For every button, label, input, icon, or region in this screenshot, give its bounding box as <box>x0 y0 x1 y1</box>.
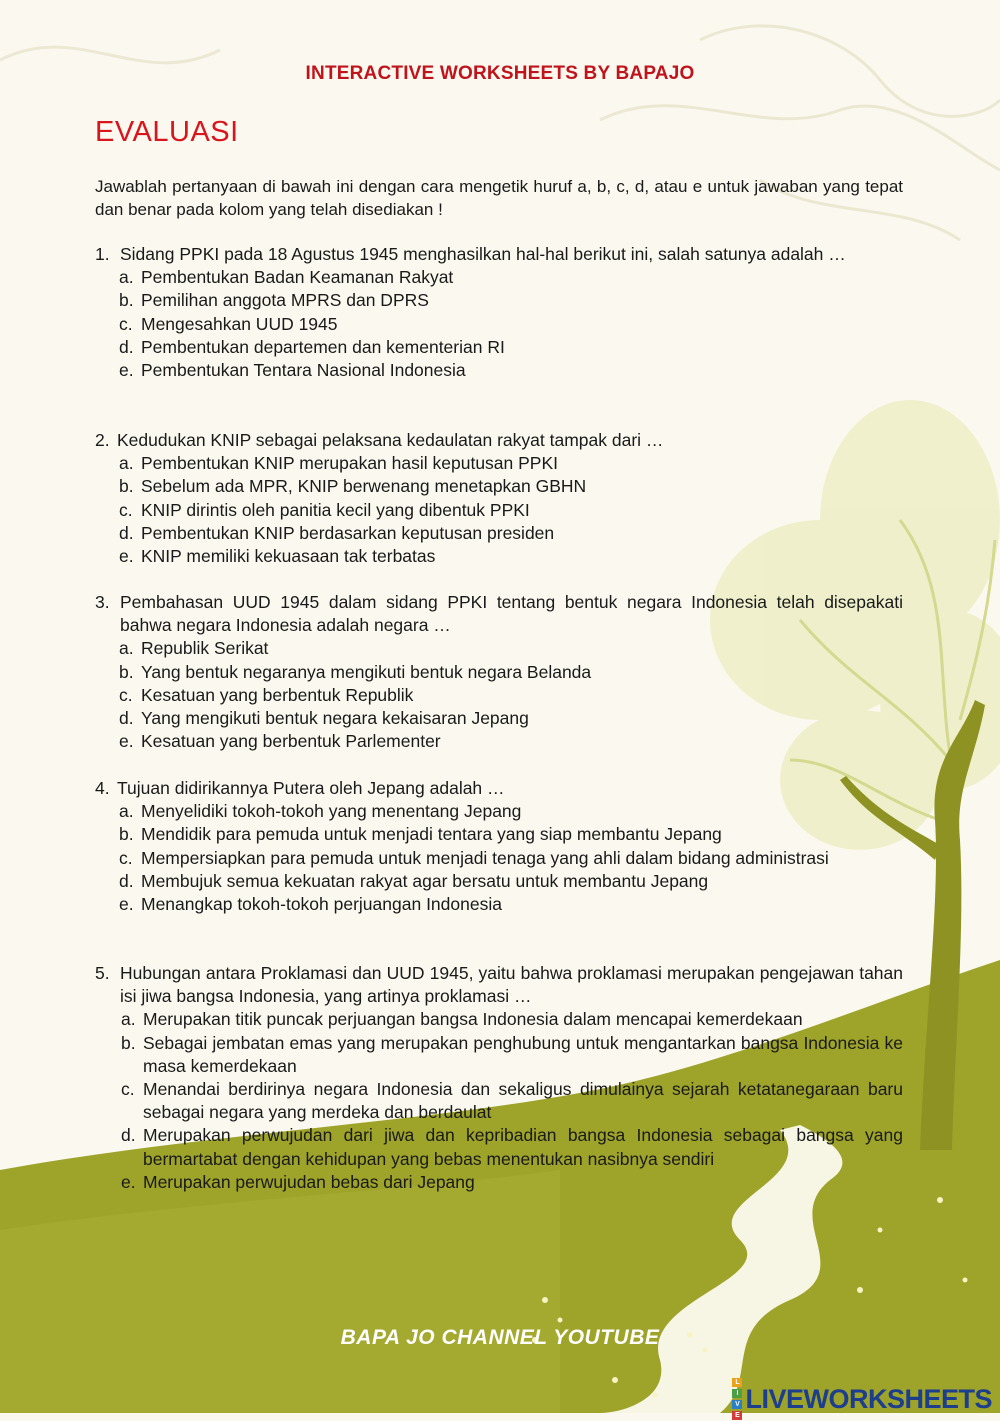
question-3 <box>95 591 903 753</box>
question-number: 3. <box>95 592 110 612</box>
question-4 <box>95 777 903 916</box>
liveworksheets-wordmark: LIVEWORKSHEETS <box>745 1383 992 1414</box>
option-text: KNIP memiliki kekuasaan tak terbatas <box>141 546 436 567</box>
option-text: Membujuk semua kekuatan rakyat agar bersatu untuk membantu Jepang <box>141 870 709 891</box>
option-a <box>119 266 903 289</box>
option-text: Kesatuan yang berbentuk Parlementer <box>141 731 441 752</box>
option-a <box>119 800 903 823</box>
option-text: Yang bentuk negaranya mengikuti bentuk negara Belanda <box>141 661 592 682</box>
option-a <box>119 452 903 475</box>
liveworksheets-icon <box>732 1377 742 1421</box>
option-letter: a. <box>119 453 134 474</box>
option-letter: b. <box>119 290 134 311</box>
question-text: Tujuan didirikannya Putera oleh Jepang adalah … <box>117 778 505 798</box>
option-c <box>119 313 903 336</box>
option-text: Merupakan perwujudan dari jiwa dan kepribadian bangsa Indonesia sebagai bangsa yang bermartabat dengan kehidupan yang bebas menentukan nasibnya sendiri <box>143 1125 903 1169</box>
option-text: Menyelidiki tokoh-tokoh yang menentang Jepang <box>141 801 522 822</box>
channel-footer: BAPA JO CHANNEL YOUTUBE <box>340 1326 660 1349</box>
option-text: Sebagai jembatan emas yang merupakan penghubung untuk mengantarkan bangsa Indonesia ke masa kemerdekaan <box>143 1032 903 1076</box>
worksheet-header: INTERACTIVE WORKSHEETS BY BAPAJO <box>305 63 695 84</box>
question-text: Sidang PPKI pada 18 Agustus 1945 menghasilkan hal-hal berikut ini, salah satunya adalah … <box>120 244 846 264</box>
option-letter: d. <box>119 708 134 729</box>
option-letter: c. <box>119 313 133 334</box>
option-letter: e. <box>119 360 134 381</box>
option-letter: d. <box>121 1125 136 1146</box>
option-letter: a. <box>119 267 134 288</box>
question-2 <box>95 429 903 568</box>
option-text: KNIP dirintis oleh panitia kecil yang dibentuk PPKI <box>141 499 530 520</box>
option-b <box>119 289 903 312</box>
option-text: Merupakan titik puncak perjuangan bangsa Indonesia dalam mencapai kemerdekaan <box>143 1009 803 1030</box>
option-text: Mengesahkan UUD 1945 <box>141 313 338 334</box>
option-text: Merupakan perwujudan bebas dari Jepang <box>143 1171 475 1192</box>
option-letter: b. <box>119 476 134 497</box>
option-letter: b. <box>119 824 134 845</box>
option-letter: b. <box>119 661 134 682</box>
option-e <box>119 893 903 916</box>
option-letter: e. <box>121 1171 136 1192</box>
option-c <box>119 847 903 870</box>
option-letter: e. <box>119 731 134 752</box>
option-d <box>119 522 903 545</box>
question-number: 1. <box>95 244 110 264</box>
question-text: Hubungan antara Proklamasi dan UUD 1945, yaitu bahwa proklamasi merupakan pengejawan tahan isi jiwa bangsa Indonesia, yang artinya proklamasi … <box>120 963 903 1007</box>
option-letter: e. <box>119 894 134 915</box>
option-letter: a. <box>119 801 134 822</box>
answer-options <box>95 1008 903 1194</box>
answer-options <box>95 800 903 916</box>
option-text: Yang mengikuti bentuk negara kekaisaran Jepang <box>141 708 529 729</box>
option-a <box>119 637 903 660</box>
answer-options <box>95 266 903 382</box>
option-b <box>121 1032 903 1078</box>
option-e <box>119 359 903 382</box>
logo-letter: L <box>732 1378 742 1387</box>
question-text: Pembahasan UUD 1945 dalam sidang PPKI tentang bentuk negara Indonesia telah disepakati bahwa negara Indonesia adalah negara … <box>120 592 903 636</box>
option-text: Sebelum ada MPR, KNIP berwenang menetapkan GBHN <box>141 476 587 497</box>
option-letter: b. <box>121 1032 136 1053</box>
option-text: Kesatuan yang berbentuk Republik <box>141 684 414 705</box>
instructions-text: Jawablah pertanyaan di bawah ini dengan cara mengetik huruf a, b, c, d, atau e untuk jawaban yang tepat dan benar pada kolom yang telah disediakan ! <box>95 177 903 219</box>
option-d <box>119 870 903 893</box>
option-text: Mempersiapkan para pemuda untuk menjadi tenaga yang ahli dalam bidang administrasi <box>141 847 829 868</box>
option-text: Mendidik para pemuda untuk menjadi tentara yang siap membantu Jepang <box>141 824 722 845</box>
option-letter: c. <box>119 499 133 520</box>
option-text: Pembentukan KNIP berdasarkan keputusan presiden <box>141 522 555 543</box>
liveworksheets-logo[interactable] <box>732 1377 992 1421</box>
question-1 <box>95 243 903 382</box>
option-text: Pembentukan Badan Keamanan Rakyat <box>141 267 454 288</box>
option-a <box>121 1008 903 1031</box>
question-number: 4. <box>95 778 110 798</box>
option-d <box>119 336 903 359</box>
option-letter: a. <box>119 638 134 659</box>
option-c <box>119 684 903 707</box>
answer-options <box>95 452 903 568</box>
option-e <box>119 545 903 568</box>
option-b <box>119 475 903 498</box>
option-d <box>119 707 903 730</box>
option-text: Menandai berdirinya negara Indonesia dan sekaligus dimulainya sejarah ketatanegaraan baru sebagai negara yang merdeka dan berdaulat <box>143 1079 903 1123</box>
question-5 <box>95 962 903 1194</box>
option-c <box>119 499 903 522</box>
option-letter: e. <box>119 546 134 567</box>
logo-letter: E <box>732 1411 742 1420</box>
option-text: Pembentukan KNIP merupakan hasil keputusan PPKI <box>141 453 559 474</box>
logo-letter: V <box>732 1400 742 1409</box>
question-number: 2. <box>95 430 110 450</box>
logo-letter: I <box>732 1389 742 1398</box>
question-number: 5. <box>95 963 110 983</box>
option-text: Republik Serikat <box>141 638 269 659</box>
section-title: EVALUASI <box>95 116 239 148</box>
option-e <box>119 730 903 753</box>
option-text: Pemilihan anggota MPRS dan DPRS <box>141 290 429 311</box>
option-letter: a. <box>121 1009 136 1030</box>
option-b <box>119 823 903 846</box>
option-e <box>121 1171 903 1194</box>
option-text: Pembentukan departemen dan kementerian RI <box>141 336 505 357</box>
option-letter: c. <box>119 684 133 705</box>
option-letter: d. <box>119 522 134 543</box>
option-letter: d. <box>119 870 134 891</box>
question-text: Kedudukan KNIP sebagai pelaksana kedaulatan rakyat tampak dari … <box>117 430 664 450</box>
option-d <box>121 1124 903 1170</box>
option-b <box>119 661 903 684</box>
option-letter: c. <box>121 1079 135 1100</box>
option-letter: d. <box>119 336 134 357</box>
answer-options <box>95 637 903 753</box>
option-c <box>121 1078 903 1124</box>
option-letter: c. <box>119 847 133 868</box>
option-text: Menangkap tokoh-tokoh perjuangan Indonesia <box>141 894 502 915</box>
option-text: Pembentukan Tentara Nasional Indonesia <box>141 360 466 381</box>
